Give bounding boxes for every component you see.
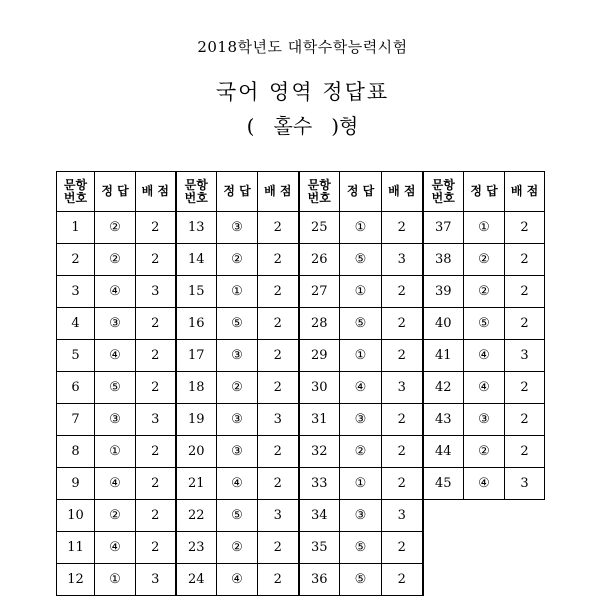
points-cell: 2: [258, 308, 299, 340]
answer-cell: ④: [464, 340, 505, 372]
empty-cell: [464, 500, 505, 532]
answer-cell: ③: [217, 404, 258, 436]
answer-cell: ⑤: [340, 244, 382, 276]
points-cell: 2: [382, 468, 423, 500]
question-number-cell: 45: [423, 468, 464, 500]
question-number-cell: 14: [176, 244, 217, 276]
table-body: [57, 212, 545, 596]
empty-cell: [464, 564, 505, 596]
empty-cell: [423, 532, 464, 564]
answer-cell: ⑤: [340, 308, 382, 340]
question-number-cell: 43: [423, 404, 464, 436]
points-cell: 3: [136, 404, 176, 436]
points-cell: 2: [136, 212, 176, 244]
points-cell: 2: [382, 564, 423, 596]
points-cell: 2: [505, 404, 545, 436]
table-header: [57, 172, 545, 212]
type-close-paren: )형: [331, 114, 359, 138]
question-number-cell: 24: [176, 564, 217, 596]
header-question-line2: 번호: [307, 190, 331, 205]
answer-cell: ①: [340, 340, 382, 372]
answer-cell: ③: [217, 436, 258, 468]
points-cell: 2: [505, 212, 545, 244]
answer-cell: ④: [95, 468, 136, 500]
header-answer: 정 답: [95, 172, 136, 212]
empty-cell: [505, 564, 545, 596]
header-question-line1: 문항: [63, 177, 88, 192]
question-number-cell: 18: [176, 372, 217, 404]
header-question-line2: 번호: [184, 190, 208, 205]
points-cell: 2: [258, 468, 299, 500]
answer-cell: ③: [217, 340, 258, 372]
points-cell: 2: [382, 308, 423, 340]
question-number-cell: 15: [176, 276, 217, 308]
table-row: [57, 372, 545, 404]
question-number-cell: 23: [176, 532, 217, 564]
answer-cell: ⑤: [340, 532, 382, 564]
question-number-cell: 27: [299, 276, 340, 308]
answer-cell: ④: [95, 532, 136, 564]
points-cell: 2: [258, 532, 299, 564]
question-number-cell: 36: [299, 564, 340, 596]
header-question-line1: 문항: [184, 177, 208, 192]
points-cell: 3: [258, 404, 299, 436]
question-number-cell: 13: [176, 212, 217, 244]
points-cell: 3: [258, 500, 299, 532]
answer-cell: ⑤: [217, 308, 258, 340]
question-number-cell: 5: [57, 340, 95, 372]
header-question-line1: 문항: [431, 177, 455, 192]
points-cell: 2: [136, 308, 176, 340]
points-cell: 3: [136, 276, 176, 308]
question-number-cell: 25: [299, 212, 340, 244]
exam-type-label: 홀수: [273, 114, 313, 138]
answer-cell: ③: [340, 404, 382, 436]
answer-cell: ④: [464, 468, 505, 500]
question-number-cell: 8: [57, 436, 95, 468]
question-number-cell: 12: [57, 564, 95, 596]
points-cell: 2: [382, 212, 423, 244]
answer-cell: ④: [217, 468, 258, 500]
answer-cell: ⑤: [217, 500, 258, 532]
answer-cell: ③: [217, 212, 258, 244]
table-row: [57, 532, 545, 564]
points-cell: 2: [382, 436, 423, 468]
question-number-cell: 33: [299, 468, 340, 500]
points-cell: 3: [382, 244, 423, 276]
answer-cell: ③: [95, 308, 136, 340]
answer-cell: ②: [95, 212, 136, 244]
empty-cell: [505, 532, 545, 564]
points-cell: 2: [382, 532, 423, 564]
table-row: [57, 340, 545, 372]
header-question-number: [57, 172, 95, 212]
table-row: [57, 276, 545, 308]
question-number-cell: 30: [299, 372, 340, 404]
header-question-line2: 번호: [431, 190, 455, 205]
type-open-paren: (: [246, 114, 255, 138]
question-number-cell: 42: [423, 372, 464, 404]
table-row: [57, 244, 545, 276]
header-answer: 정 답: [464, 172, 505, 212]
answer-cell: ③: [464, 404, 505, 436]
empty-cell: [423, 500, 464, 532]
answer-cell: ①: [95, 564, 136, 596]
question-number-cell: 6: [57, 372, 95, 404]
points-cell: 3: [382, 500, 423, 532]
exam-title: 2018학년도 대학수학능력시험: [197, 38, 408, 56]
question-number-cell: 32: [299, 436, 340, 468]
question-number-cell: 34: [299, 500, 340, 532]
question-number-cell: 7: [57, 404, 95, 436]
answer-cell: ①: [217, 276, 258, 308]
answer-cell: ①: [340, 212, 382, 244]
points-cell: 2: [382, 276, 423, 308]
question-number-cell: 19: [176, 404, 217, 436]
answer-cell: ④: [95, 340, 136, 372]
points-cell: 2: [505, 244, 545, 276]
question-number-cell: 17: [176, 340, 217, 372]
question-number-cell: 16: [176, 308, 217, 340]
header-points: 배 점: [258, 172, 299, 212]
answer-cell: ④: [217, 564, 258, 596]
answer-cell: ①: [95, 436, 136, 468]
empty-cell: [464, 532, 505, 564]
table-row: [57, 468, 545, 500]
question-number-cell: 44: [423, 436, 464, 468]
header-answer: 정 답: [217, 172, 258, 212]
answer-cell: ②: [217, 532, 258, 564]
question-number-cell: 1: [57, 212, 95, 244]
question-number-cell: 39: [423, 276, 464, 308]
points-cell: 2: [136, 532, 176, 564]
question-number-cell: 35: [299, 532, 340, 564]
answer-cell: ②: [340, 436, 382, 468]
points-cell: 2: [505, 308, 545, 340]
points-cell: 2: [258, 212, 299, 244]
points-cell: 2: [258, 340, 299, 372]
header-points: 배 점: [136, 172, 176, 212]
answer-cell: ②: [95, 500, 136, 532]
table-row: [57, 212, 545, 244]
question-number-cell: 3: [57, 276, 95, 308]
points-cell: 2: [258, 244, 299, 276]
answer-cell: ③: [340, 500, 382, 532]
answer-cell: ①: [464, 212, 505, 244]
points-cell: 2: [382, 340, 423, 372]
answer-cell: ④: [464, 372, 505, 404]
points-cell: 2: [136, 436, 176, 468]
question-number-cell: 2: [57, 244, 95, 276]
header-points: 배 점: [505, 172, 545, 212]
answer-cell: ④: [340, 372, 382, 404]
question-number-cell: 22: [176, 500, 217, 532]
question-number-cell: 29: [299, 340, 340, 372]
table-row: [57, 500, 545, 532]
question-number-cell: 37: [423, 212, 464, 244]
answer-cell: ⑤: [464, 308, 505, 340]
points-cell: 2: [382, 404, 423, 436]
answer-cell: ①: [340, 276, 382, 308]
points-cell: 3: [505, 468, 545, 500]
answer-cell: ②: [464, 436, 505, 468]
answer-cell: ③: [95, 404, 136, 436]
points-cell: 3: [505, 340, 545, 372]
points-cell: 2: [136, 468, 176, 500]
question-number-cell: 28: [299, 308, 340, 340]
answer-cell: ④: [95, 276, 136, 308]
answer-cell: ②: [95, 244, 136, 276]
answer-cell: ①: [340, 468, 382, 500]
points-cell: 2: [136, 340, 176, 372]
header-question-number: [299, 172, 340, 212]
answer-cell: ⑤: [340, 564, 382, 596]
header-question-number: [423, 172, 464, 212]
table-row: [57, 308, 545, 340]
points-cell: 2: [258, 436, 299, 468]
points-cell: 2: [136, 372, 176, 404]
answer-cell: ②: [217, 244, 258, 276]
answer-key-table: [56, 171, 545, 596]
question-number-cell: 31: [299, 404, 340, 436]
table-row: [57, 404, 545, 436]
answer-cell: ②: [217, 372, 258, 404]
points-cell: 2: [258, 276, 299, 308]
header-row: [57, 172, 545, 212]
question-number-cell: 26: [299, 244, 340, 276]
answer-cell: ②: [464, 244, 505, 276]
points-cell: 2: [505, 372, 545, 404]
header-question-number: [176, 172, 217, 212]
answer-cell: ②: [464, 276, 505, 308]
question-number-cell: 40: [423, 308, 464, 340]
question-number-cell: 41: [423, 340, 464, 372]
exam-type-line: [0, 110, 605, 139]
table-row: [57, 436, 545, 468]
points-cell: 2: [258, 564, 299, 596]
table-row: [57, 564, 545, 596]
header-points: 배 점: [382, 172, 423, 212]
header-answer: 정 답: [340, 172, 382, 212]
points-cell: 2: [136, 500, 176, 532]
points-cell: 2: [505, 436, 545, 468]
empty-cell: [505, 500, 545, 532]
empty-cell: [423, 564, 464, 596]
question-number-cell: 9: [57, 468, 95, 500]
page-title: 국어 영역 정답표: [215, 80, 390, 104]
header-question-line2: 번호: [63, 190, 88, 205]
points-cell: 2: [505, 276, 545, 308]
question-number-cell: 20: [176, 436, 217, 468]
answer-cell: ⑤: [95, 372, 136, 404]
question-number-cell: 4: [57, 308, 95, 340]
question-number-cell: 38: [423, 244, 464, 276]
points-cell: 2: [258, 372, 299, 404]
question-number-cell: 11: [57, 532, 95, 564]
points-cell: 3: [382, 372, 423, 404]
question-number-cell: 10: [57, 500, 95, 532]
points-cell: 3: [136, 564, 176, 596]
header-question-line1: 문항: [307, 177, 331, 192]
question-number-cell: 21: [176, 468, 217, 500]
points-cell: 2: [136, 244, 176, 276]
